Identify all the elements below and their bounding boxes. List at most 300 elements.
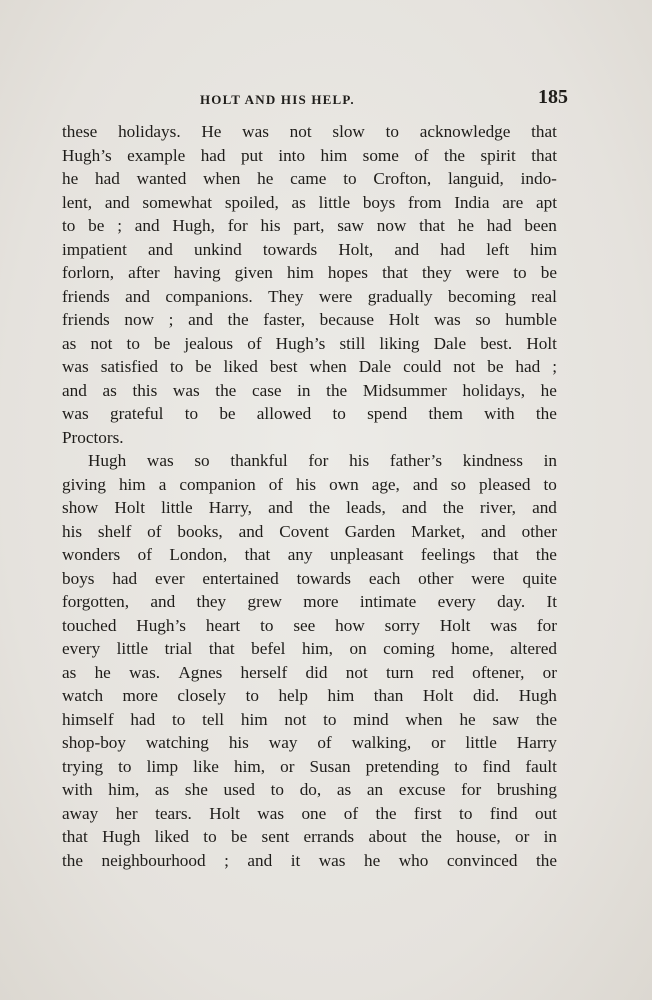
- word: towards: [262, 239, 318, 259]
- word: a: [158, 474, 167, 494]
- text-line: [62, 355, 557, 379]
- word: her: [115, 803, 138, 823]
- word: every: [437, 592, 476, 611]
- word: the: [442, 498, 464, 517]
- word: to: [203, 827, 217, 846]
- text-line: [62, 214, 557, 238]
- word: tell: [202, 709, 225, 729]
- word: and: [150, 592, 176, 611]
- word: intimate: [359, 592, 417, 611]
- word: grateful: [109, 404, 164, 423]
- word: to: [184, 404, 199, 423]
- page-header: [60, 86, 568, 116]
- word: Hugh’s: [62, 145, 112, 165]
- word: be: [487, 357, 504, 376]
- word: and: [394, 239, 420, 259]
- word: sorry: [384, 615, 420, 635]
- word: he: [62, 169, 79, 188]
- word: river,: [479, 498, 516, 517]
- word: his: [62, 521, 83, 541]
- text-line: [62, 144, 557, 168]
- word: red: [431, 662, 454, 682]
- word: Hugh’s: [136, 615, 186, 635]
- word: Crofton,: [373, 169, 432, 188]
- word: example: [127, 145, 186, 165]
- word: holidays.: [118, 122, 181, 141]
- word: part,: [293, 216, 325, 235]
- word: to: [245, 686, 259, 705]
- word: ;: [168, 310, 174, 329]
- word: him,: [233, 756, 266, 776]
- word: wanted: [136, 169, 187, 188]
- word: watching: [145, 733, 209, 752]
- word: becoming: [448, 286, 516, 306]
- word: allowed: [256, 404, 312, 423]
- word: own: [329, 474, 359, 494]
- word: that: [382, 263, 408, 282]
- word: his: [228, 733, 249, 752]
- word: other: [521, 521, 557, 541]
- word: was: [62, 357, 89, 376]
- word: spoiled,: [224, 192, 279, 212]
- word: and: [268, 498, 293, 517]
- word: him: [240, 709, 268, 729]
- word: left: [486, 239, 510, 259]
- word: every: [62, 639, 101, 658]
- word: show: [62, 498, 99, 517]
- word: some: [362, 145, 399, 165]
- word: the: [420, 827, 442, 846]
- word: of: [147, 521, 162, 541]
- word: was: [490, 615, 518, 635]
- word: and: [532, 498, 557, 517]
- word: this: [132, 380, 158, 400]
- word: was: [172, 380, 200, 400]
- word: of: [137, 545, 152, 564]
- word: Dale: [433, 333, 467, 353]
- word: and: [238, 521, 264, 541]
- word: be: [154, 333, 171, 353]
- word: giving: [62, 474, 106, 494]
- word: and: [188, 310, 213, 329]
- word: Hugh: [102, 827, 141, 846]
- word: he: [257, 169, 274, 188]
- word: was: [146, 451, 174, 470]
- word: could: [403, 357, 442, 376]
- word: ever: [154, 568, 185, 588]
- word: best.: [480, 333, 513, 353]
- word: when: [405, 709, 443, 729]
- word: had: [130, 709, 156, 729]
- word: Hugh,: [172, 216, 215, 235]
- word: to: [260, 615, 274, 635]
- word: impatient: [62, 239, 127, 259]
- word: that: [492, 545, 519, 564]
- word: him,: [301, 639, 333, 658]
- word: them: [428, 404, 463, 423]
- word: watch: [62, 686, 104, 705]
- word: of: [343, 803, 359, 823]
- word: Agnes: [178, 662, 223, 682]
- word: little: [116, 639, 149, 658]
- word: the: [227, 310, 249, 329]
- word: with: [484, 404, 515, 423]
- word: quite: [522, 568, 557, 588]
- word: house,: [456, 827, 501, 846]
- word: Holt: [526, 333, 557, 353]
- word: home,: [451, 639, 494, 658]
- word: to: [171, 709, 186, 729]
- word: be: [540, 263, 557, 282]
- word: Garden: [344, 521, 396, 541]
- word: do,: [299, 780, 322, 799]
- word: neighbourhood: [101, 850, 206, 870]
- word: brushing: [496, 780, 557, 799]
- word: Holt: [439, 615, 471, 635]
- text-line: [62, 567, 557, 591]
- word: came: [290, 169, 327, 188]
- word: and: [62, 380, 87, 400]
- word: with: [62, 780, 93, 799]
- word: that: [208, 639, 235, 658]
- word: more: [303, 592, 339, 611]
- word: fault: [525, 756, 557, 776]
- word: forgotten,: [62, 592, 129, 611]
- word: Covent: [279, 521, 329, 541]
- word: first: [413, 803, 442, 823]
- word: touched: [62, 615, 117, 635]
- word: and: [247, 850, 273, 870]
- word: unpleasant: [329, 545, 404, 564]
- word: mind: [353, 709, 389, 729]
- word: closely: [177, 686, 227, 705]
- word: are: [502, 192, 524, 212]
- word: did: [305, 662, 328, 682]
- word: other: [418, 568, 454, 588]
- word: forlorn,: [62, 263, 115, 282]
- text-line-paragraph-end: Proctors.: [62, 427, 124, 447]
- word: as: [291, 192, 306, 212]
- word: himself: [62, 709, 114, 729]
- word: apt: [535, 192, 557, 212]
- word: tears.: [155, 803, 192, 823]
- word: somewhat: [142, 192, 213, 212]
- word: to: [513, 263, 527, 282]
- word: India: [454, 192, 490, 212]
- word: put: [240, 145, 263, 165]
- word: Hugh: [518, 686, 557, 705]
- word: day.: [497, 592, 526, 611]
- word: not: [90, 333, 113, 353]
- word: was.: [129, 662, 161, 682]
- word: him: [320, 145, 348, 165]
- word: friends: [62, 286, 110, 306]
- word: little: [318, 192, 351, 212]
- text-line: [62, 849, 557, 873]
- word: or: [431, 733, 446, 752]
- word: so: [450, 474, 466, 494]
- text-line: [62, 543, 557, 567]
- word: more: [122, 686, 158, 705]
- word: of: [317, 733, 332, 752]
- word: shop-boy: [62, 733, 126, 752]
- word: who: [398, 850, 429, 870]
- word: walking,: [351, 733, 412, 752]
- text-line: [62, 402, 557, 426]
- word: find: [489, 803, 518, 823]
- word: to: [543, 474, 557, 494]
- word: still: [339, 333, 366, 353]
- word: ;: [224, 850, 229, 870]
- word: and: [412, 474, 438, 494]
- word: hopes: [327, 263, 368, 282]
- text-line: [62, 778, 557, 802]
- word: to: [169, 357, 184, 376]
- word: altered: [510, 639, 557, 658]
- word: holidays,: [462, 380, 526, 400]
- text-line: [62, 825, 557, 849]
- word: grew: [247, 592, 282, 611]
- word: and: [134, 216, 160, 235]
- word: ;: [117, 216, 122, 235]
- word: help: [278, 686, 309, 705]
- word: having: [173, 263, 221, 282]
- word: gradually: [367, 286, 433, 306]
- text-line: [62, 590, 557, 614]
- word: each: [368, 568, 401, 588]
- word: books,: [177, 521, 223, 541]
- text-line: [62, 614, 557, 638]
- text-line: [62, 379, 557, 403]
- word: about: [368, 827, 407, 846]
- word: as: [102, 380, 117, 400]
- word: or: [514, 827, 530, 846]
- word: did.: [472, 686, 500, 705]
- word: had: [440, 239, 466, 259]
- word: or: [280, 756, 295, 776]
- word: that: [531, 122, 557, 141]
- page-number: 185: [538, 86, 568, 108]
- word: one: [301, 803, 327, 823]
- word: the: [375, 803, 397, 823]
- word: been: [524, 216, 557, 235]
- word: and: [401, 498, 427, 517]
- word: because: [319, 310, 375, 329]
- word: the: [444, 145, 466, 165]
- word: the: [535, 709, 557, 729]
- word: liking: [379, 333, 420, 353]
- word: coming: [383, 639, 435, 658]
- word: They: [268, 286, 304, 306]
- word: now: [124, 310, 154, 329]
- word: for: [308, 451, 329, 470]
- word: to: [62, 216, 76, 235]
- text-line-paragraph-start: [62, 449, 557, 473]
- word: it: [290, 850, 301, 870]
- word: had: [486, 216, 512, 235]
- word: thankful: [230, 451, 288, 470]
- word: saw: [492, 709, 520, 729]
- text-line: [62, 520, 557, 544]
- word: as: [62, 333, 77, 353]
- word: pleased: [478, 474, 531, 494]
- word: find: [482, 756, 511, 776]
- text-line: [62, 332, 557, 356]
- word: she: [184, 780, 208, 799]
- text-line: [62, 637, 557, 661]
- word: be: [219, 404, 236, 423]
- word: that: [531, 145, 557, 165]
- word: to: [343, 169, 357, 188]
- word: given: [234, 263, 273, 282]
- word: not: [289, 122, 312, 141]
- word: little: [465, 733, 497, 752]
- text-line: [62, 261, 557, 285]
- word: faster,: [263, 310, 306, 329]
- word: lent,: [62, 192, 93, 212]
- word: acknowledge: [419, 122, 511, 141]
- word: and: [148, 239, 173, 259]
- word: spend: [367, 404, 408, 423]
- word: as: [336, 780, 352, 799]
- text-line: [62, 120, 557, 144]
- word: the: [535, 404, 557, 423]
- word: the: [309, 498, 331, 517]
- text-line: [62, 473, 557, 497]
- word: of: [414, 145, 429, 165]
- word: was: [318, 850, 346, 870]
- word: into: [278, 145, 306, 165]
- word: to: [332, 404, 346, 423]
- word: that: [62, 827, 88, 846]
- text-line: [62, 191, 557, 215]
- word: towards: [296, 568, 351, 588]
- word: jealous: [184, 333, 234, 353]
- word: the: [215, 380, 237, 400]
- word: best: [269, 357, 298, 376]
- word: how: [335, 615, 365, 635]
- text-line: [62, 755, 557, 779]
- text-line: [62, 708, 557, 732]
- word: Holt,: [338, 239, 374, 259]
- word: leads,: [346, 498, 386, 517]
- word: his: [296, 474, 317, 494]
- word: or: [542, 662, 557, 682]
- running-title: HOLT AND HIS HELP.: [200, 92, 355, 107]
- word: real: [531, 286, 557, 306]
- word: Dale: [358, 357, 392, 376]
- word: an: [366, 780, 384, 799]
- word: they: [422, 263, 452, 282]
- word: befel: [251, 639, 286, 658]
- word: to: [118, 756, 132, 776]
- word: and: [480, 521, 506, 541]
- text-line: [62, 238, 557, 262]
- word: companion: [179, 474, 256, 494]
- word: liked: [223, 357, 258, 376]
- word: was: [257, 803, 285, 823]
- word: Susan: [309, 756, 351, 776]
- word: Holt: [114, 498, 145, 517]
- word: boys: [362, 192, 396, 212]
- word: were: [318, 286, 353, 306]
- word: to: [459, 803, 473, 823]
- text-line: [62, 308, 557, 332]
- word: him: [286, 263, 314, 282]
- word: be: [195, 357, 212, 376]
- word: sent: [261, 827, 290, 846]
- word: shelf: [97, 521, 132, 541]
- word: for: [227, 216, 248, 235]
- word: was: [433, 310, 461, 329]
- word: was: [62, 404, 89, 423]
- word: Midsummer: [362, 380, 447, 400]
- word: these: [62, 122, 98, 141]
- word: trial: [164, 639, 193, 658]
- word: languid,: [447, 169, 504, 188]
- word: when: [309, 357, 347, 376]
- word: oftener,: [472, 662, 525, 682]
- word: his: [349, 451, 370, 470]
- word: convinced: [446, 850, 518, 870]
- word: him: [530, 239, 557, 259]
- word: errands: [303, 827, 355, 846]
- word: so: [194, 451, 210, 470]
- word: Hugh’s: [275, 333, 326, 353]
- word: away: [62, 803, 99, 823]
- word: kindness: [462, 451, 523, 470]
- word: in: [297, 380, 311, 400]
- word: had: [200, 145, 226, 165]
- word: limp: [146, 756, 179, 776]
- word: ;: [552, 357, 557, 376]
- word: not: [284, 709, 307, 729]
- word: to: [323, 709, 337, 729]
- word: now: [376, 216, 407, 235]
- word: he: [94, 662, 111, 682]
- word: see: [293, 615, 316, 635]
- word: from: [408, 192, 442, 212]
- word: indo-: [520, 169, 557, 188]
- word: wonders: [62, 545, 121, 564]
- word: It: [546, 592, 557, 611]
- text-line: [62, 802, 557, 826]
- word: than: [373, 686, 404, 705]
- word: father’s: [389, 451, 443, 470]
- word: had: [515, 357, 541, 376]
- body-text: [62, 120, 557, 872]
- word: unkind: [193, 239, 242, 259]
- word: as: [154, 780, 170, 799]
- word: he: [457, 216, 474, 235]
- word: him,: [108, 780, 140, 799]
- word: of: [268, 474, 284, 494]
- word: Hugh: [88, 451, 127, 470]
- word: the: [535, 850, 557, 870]
- word: be: [88, 216, 105, 235]
- word: had: [112, 568, 138, 588]
- word: the: [62, 850, 83, 870]
- word: that: [419, 216, 445, 235]
- word: Holt: [209, 803, 240, 823]
- word: excuse: [398, 780, 446, 799]
- word: age,: [371, 474, 400, 494]
- text-line: [62, 684, 557, 708]
- word: not: [345, 662, 368, 682]
- word: for: [461, 780, 482, 799]
- text-line: [62, 661, 557, 685]
- text-line: [62, 285, 557, 309]
